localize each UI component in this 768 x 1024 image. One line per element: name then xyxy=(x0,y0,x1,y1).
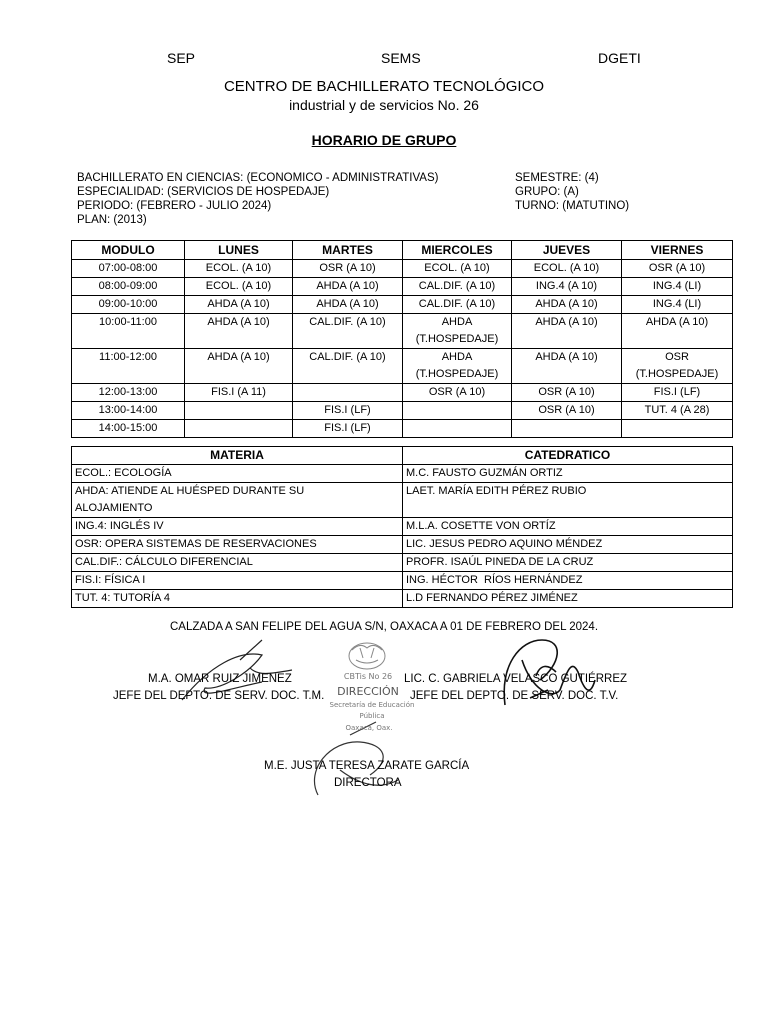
teacher-name: M.L.A. COSETTE VON ORTÍZ xyxy=(403,518,733,536)
info-right xyxy=(515,171,629,213)
stamp-city: Oaxaca, Oax. xyxy=(345,724,393,732)
subject-name: OSR: OPERA SISTEMAS DE RESERVACIONES xyxy=(72,536,403,554)
header-sems: SEMS xyxy=(381,50,421,66)
schedule-row xyxy=(72,314,733,349)
address-date: CALZADA A SAN FELIPE DEL AGUA S/N, OAXACA A 01 DE FEBRERO DEL 2024. xyxy=(169,621,599,633)
cell-jueves: AHDA (A 10) xyxy=(512,349,622,384)
stamp-direccion: DIRECCIÓN xyxy=(337,685,399,698)
info-periodo: PERIODO: (FEBRERO - JULIO 2024) xyxy=(77,200,272,212)
teacher-name: LAET. MARÍA EDITH PÉREZ RUBIO xyxy=(403,483,733,518)
cell-lunes xyxy=(185,402,293,420)
cell-time: 14:00-15:00 xyxy=(72,420,185,438)
cell-jueves: ECOL. (A 10) xyxy=(512,260,622,278)
cell-text-room: (T.HOSPEDAJE) xyxy=(415,368,499,380)
subject-name: TUT. 4: TUTORÍA 4 xyxy=(72,590,403,608)
cell-martes: AHDA (A 10) xyxy=(293,278,403,296)
subject-name: ING.4: INGLÉS IV xyxy=(72,518,403,536)
subject-name: ECOL.: ECOLOGÍA xyxy=(72,465,403,483)
cell-text-room: (T.HOSPEDAJE) xyxy=(415,333,499,345)
col-header-martes: MARTES xyxy=(293,241,403,260)
cell-jueves: AHDA (A 10) xyxy=(512,296,622,314)
cell-time: 07:00-08:00 xyxy=(72,260,185,278)
cell-text-room: (T.HOSPEDAJE) xyxy=(635,368,719,380)
cell-jueves: ING.4 (A 10) xyxy=(512,278,622,296)
header-sep: SEP xyxy=(167,50,196,66)
info-left xyxy=(77,171,438,227)
stamp-publica: Pública xyxy=(359,712,385,720)
cell-time: 09:00-10:00 xyxy=(72,296,185,314)
info-semestre: SEMESTRE: (4) xyxy=(515,172,599,184)
col-header-lunes: LUNES xyxy=(185,241,293,260)
institution-subtitle: industrial y de servicios No. 26 xyxy=(289,97,479,113)
signer-2-name: LIC. C. GABRIELA VELASCO GUTIÉRREZ xyxy=(404,673,628,685)
subject-row xyxy=(72,536,733,554)
subject-name: CAL.DIF.: CÁLCULO DIFERENCIAL xyxy=(72,554,403,572)
teacher-name: L.D FERNANDO PÉREZ JIMÉNEZ xyxy=(403,590,733,608)
cell-martes: OSR (A 10) xyxy=(293,260,403,278)
cell-lunes: AHDA (A 10) xyxy=(185,314,293,349)
cell-time: 11:00-12:00 xyxy=(72,349,185,384)
schedule-row xyxy=(72,384,733,402)
col-header-catedratico: CATEDRATICO xyxy=(403,447,733,465)
cell-text: AHDA xyxy=(441,351,473,363)
cell-time: 10:00-11:00 xyxy=(72,314,185,349)
subjects-table xyxy=(71,446,733,608)
schedule-table xyxy=(71,240,733,438)
cell-miercoles xyxy=(403,402,512,420)
schedule-row xyxy=(72,420,733,438)
cell-miercoles: CAL.DIF. (A 10) xyxy=(403,278,512,296)
info-especialidad: ESPECIALIDAD: (SERVICIOS DE HOSPEDAJE) xyxy=(77,186,330,198)
cell-martes xyxy=(293,384,403,402)
cell-martes: CAL.DIF. (A 10) xyxy=(293,314,403,349)
cell-miercoles xyxy=(403,420,512,438)
signer-3-name: M.E. JUSTA TERESA ZARATE GARCÍA xyxy=(264,760,470,772)
cell-lunes xyxy=(185,420,293,438)
cell-jueves: AHDA (A 10) xyxy=(512,314,622,349)
cell-martes: CAL.DIF. (A 10) xyxy=(293,349,403,384)
cell-time: 13:00-14:00 xyxy=(72,402,185,420)
cell-martes: FIS.I (LF) xyxy=(293,402,403,420)
teacher-name: PROFR. ISAÚL PINEDA DE LA CRUZ xyxy=(403,554,733,572)
document-title: HORARIO DE GRUPO xyxy=(311,132,457,148)
info-bachillerato: BACHILLERATO EN CIENCIAS: (ECONOMICO - ADMINISTRATIVAS) xyxy=(77,172,439,184)
stamp-secretaria: Secretaría de Educación xyxy=(329,701,415,709)
cell-lunes: AHDA (A 10) xyxy=(185,296,293,314)
cell-jueves: OSR (A 10) xyxy=(512,384,622,402)
info-turno: TURNO: (MATUTINO) xyxy=(515,200,630,212)
col-header-viernes: VIERNES xyxy=(622,241,733,260)
cell-text: OSR xyxy=(665,351,689,363)
teacher-name: M.C. FAUSTO GUZMÁN ORTIZ xyxy=(403,465,733,483)
cell-time: 12:00-13:00 xyxy=(72,384,185,402)
subject-name: FIS.I: FÍSICA I xyxy=(72,572,403,590)
cell-miercoles: ECOL. (A 10) xyxy=(403,260,512,278)
cell-viernes: FIS.I (LF) xyxy=(622,384,733,402)
cell-miercoles xyxy=(403,349,512,384)
cell-miercoles: CAL.DIF. (A 10) xyxy=(403,296,512,314)
schedule-header-row xyxy=(72,241,733,260)
cell-viernes: OSR (A 10) xyxy=(622,260,733,278)
subject-row xyxy=(72,572,733,590)
stamp-school: CBTis No 26 xyxy=(343,672,393,681)
cell-viernes: ING.4 (LI) xyxy=(622,296,733,314)
teacher-name: LIC. JESUS PEDRO AQUINO MÉNDEZ xyxy=(403,536,733,554)
signer-3-title: DIRECTORA xyxy=(334,777,402,789)
eagle-seal-icon xyxy=(349,643,385,669)
schedule-row xyxy=(72,349,733,384)
cell-lunes: ECOL. (A 10) xyxy=(185,278,293,296)
subject-name: AHDA: ATIENDE AL HUÉSPED DURANTE SU ALOJAMIENTO xyxy=(72,483,403,518)
subject-row xyxy=(72,590,733,608)
cell-lunes: AHDA (A 10) xyxy=(185,349,293,384)
cell-time: 08:00-09:00 xyxy=(72,278,185,296)
cell-martes: FIS.I (LF) xyxy=(293,420,403,438)
cell-martes: AHDA (A 10) xyxy=(293,296,403,314)
cell-miercoles: OSR (A 10) xyxy=(403,384,512,402)
subject-row xyxy=(72,518,733,536)
col-header-miercoles: MIERCOLES xyxy=(403,241,512,260)
subject-row xyxy=(72,483,733,518)
cell-miercoles xyxy=(403,314,512,349)
cell-viernes: ING.4 (LI) xyxy=(622,278,733,296)
signer-1-title: JEFE DEL DEPTO. DE SERV. DOC. T.M. xyxy=(113,690,325,702)
schedule-row xyxy=(72,260,733,278)
col-header-materia: MATERIA xyxy=(72,447,403,465)
subject-row xyxy=(72,554,733,572)
cell-viernes: TUT. 4 (A 28) xyxy=(622,402,733,420)
cell-jueves: OSR (A 10) xyxy=(512,402,622,420)
subjects-header-row xyxy=(72,447,733,465)
schedule-row xyxy=(72,296,733,314)
cell-viernes xyxy=(622,349,733,384)
cell-text: AHDA xyxy=(441,316,473,328)
signer-1-name: M.A. OMAR RUIZ JIMENEZ xyxy=(148,673,292,685)
header-dgeti: DGETI xyxy=(598,50,641,66)
signer-2-title: JEFE DEL DEPTO. DE SERV. DOC. T.V. xyxy=(410,690,619,702)
institution-name: CENTRO DE BACHILLERATO TECNOLÓGICO xyxy=(223,78,545,95)
schedule-row xyxy=(72,402,733,420)
teacher-name: ING. HÉCTOR RÍOS HERNÁNDEZ xyxy=(403,572,733,590)
info-plan: PLAN: (2013) xyxy=(77,214,147,226)
cell-viernes xyxy=(622,420,733,438)
info-grupo: GRUPO: (A) xyxy=(515,186,579,198)
cell-lunes: FIS.I (A 11) xyxy=(185,384,293,402)
cell-lunes: ECOL. (A 10) xyxy=(185,260,293,278)
col-header-jueves: JUEVES xyxy=(512,241,622,260)
subject-row xyxy=(72,465,733,483)
col-header-modulo: MODULO xyxy=(72,241,185,260)
header-row xyxy=(0,50,768,70)
cell-viernes: AHDA (A 10) xyxy=(622,314,733,349)
cell-jueves xyxy=(512,420,622,438)
schedule-row xyxy=(72,278,733,296)
